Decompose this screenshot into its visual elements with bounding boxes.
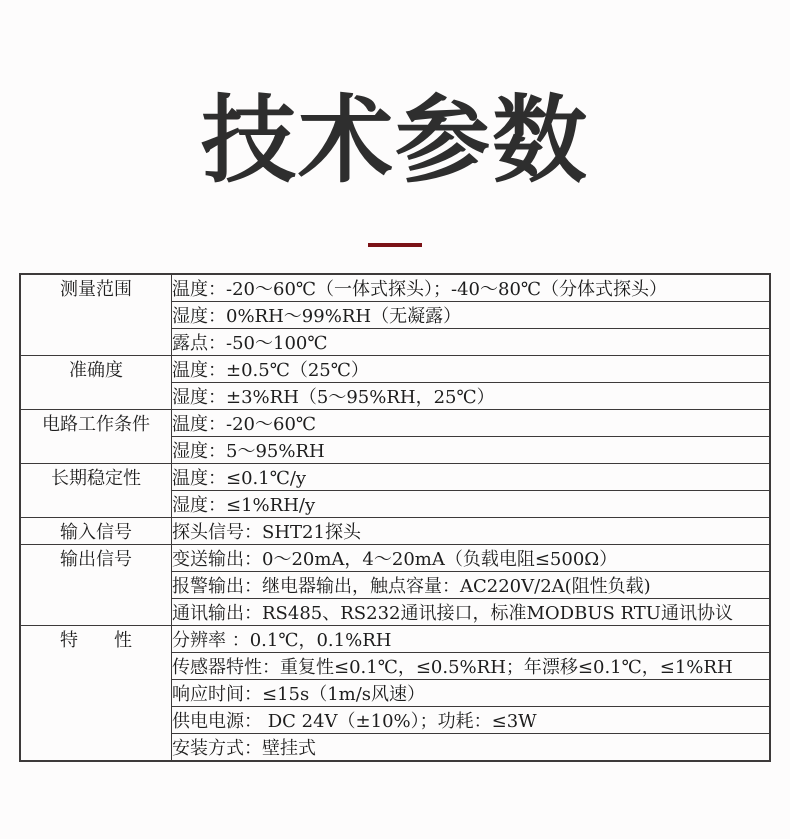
table-row <box>20 464 770 491</box>
spec-value: 变送输出：0～20mA，4～20mA（负载电阻≤500Ω） <box>172 545 771 572</box>
spec-group-label <box>20 545 172 626</box>
spec-group-label-text: 特 性 <box>60 630 132 652</box>
table-row <box>20 545 770 572</box>
spec-group-label <box>20 464 172 518</box>
spec-group-label <box>20 518 172 545</box>
spec-value: 温度：-20～60℃（一体式探头）；-40～80℃（分体式探头） <box>172 274 771 302</box>
spec-value: 响应时间：≤15s（1m/s风速） <box>172 680 771 707</box>
table-row <box>20 626 770 653</box>
table-row <box>20 356 770 383</box>
spec-value: 分辨率 ：0.1℃，0.1%RH <box>172 626 771 653</box>
specs-table <box>19 273 771 762</box>
spec-group-label-text: 输入信号 <box>60 522 132 544</box>
spec-group-label-text: 电路工作条件 <box>42 414 150 436</box>
spec-value: 湿度：5～95%RH <box>172 437 771 464</box>
spec-value: 报警输出：继电器输出，触点容量：AC220V/2A(阻性负载) <box>172 572 771 599</box>
spec-group-label-text: 准确度 <box>69 360 123 382</box>
page-title: 技术参数 <box>200 88 589 194</box>
spec-group-label <box>20 626 172 762</box>
table-row <box>20 410 770 437</box>
spec-value: 湿度：0%RH～99%RH（无凝露） <box>172 302 771 329</box>
spec-group-label-text: 长期稳定性 <box>51 468 141 490</box>
spec-value: 安装方式：壁挂式 <box>172 734 771 762</box>
spec-value: 湿度：≤1%RH/y <box>172 491 771 518</box>
spec-value: 传感器特性：重复性≤0.1℃，≤0.5%RH；年漂移≤0.1℃，≤1%RH <box>172 653 771 680</box>
table-row <box>20 274 770 302</box>
spec-value: 通讯输出：RS485、RS232通讯接口，标准MODBUS RTU通讯协议 <box>172 599 771 626</box>
spec-value: 温度：±0.5℃（25℃） <box>172 356 771 383</box>
spec-value: 湿度：±3%RH（5～95%RH，25℃） <box>172 383 771 410</box>
title-divider <box>368 243 422 247</box>
spec-group-label <box>20 356 172 410</box>
spec-group-label-text: 输出信号 <box>60 549 132 571</box>
spec-value: 供电电源： DC 24V（±10%）；功耗：≤3W <box>172 707 771 734</box>
spec-value: 露点：-50～100℃ <box>172 329 771 356</box>
spec-group-label-text: 测量范围 <box>60 279 132 301</box>
spec-value: 温度：-20～60℃ <box>172 410 771 437</box>
spec-group-label <box>20 274 172 356</box>
spec-group-label <box>20 410 172 464</box>
table-row <box>20 518 770 545</box>
spec-value: 探头信号：SHT21探头 <box>172 518 771 545</box>
spec-value: 温度：≤0.1℃/y <box>172 464 771 491</box>
